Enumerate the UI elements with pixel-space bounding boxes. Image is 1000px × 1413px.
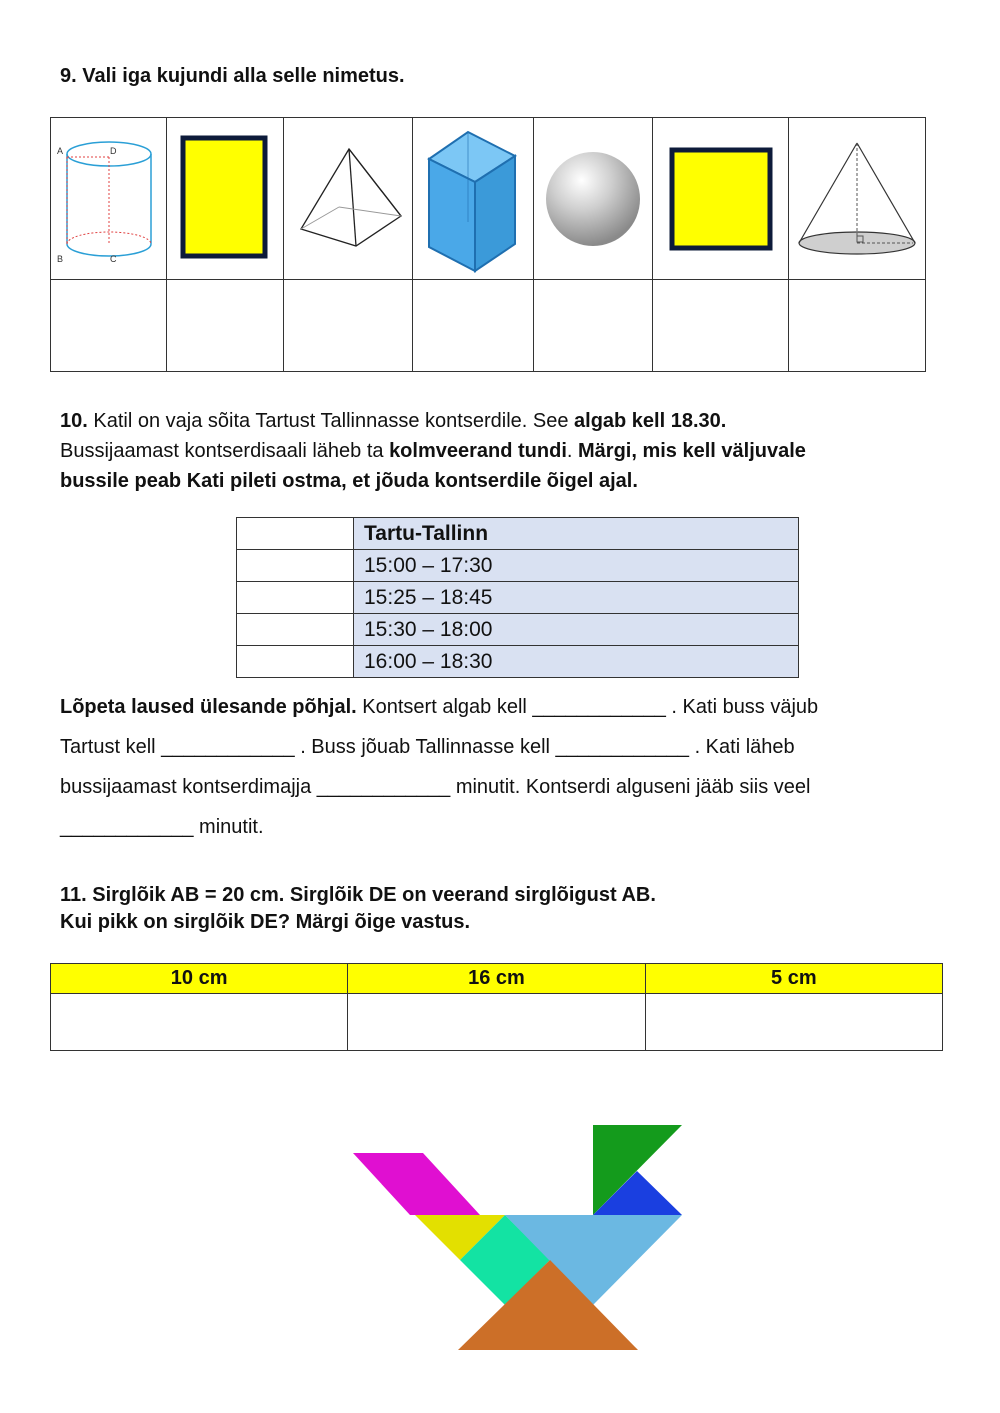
q10-text1: Katil on vaja sõita Tartust Tallinnasse kontserdile. See: [87, 410, 575, 432]
pyramid-icon: [291, 144, 406, 254]
cylinder-label-a: A: [56, 145, 63, 156]
tangram-parallelogram: [353, 1153, 480, 1215]
option-check-cell[interactable]: [348, 994, 645, 1051]
checkbox-cell[interactable]: [237, 550, 354, 582]
fill-line-2: [60, 727, 980, 767]
fill-line-3: [60, 767, 980, 807]
q11-line1: 11. Sirglõik AB = 20 cm. Sirglõik DE on veerand sirglõigust AB.: [60, 884, 656, 906]
rectangle-cell: [167, 118, 284, 280]
option-label: 5 cm: [645, 964, 942, 994]
answer-cell[interactable]: [51, 280, 167, 372]
blank-line[interactable]: ____________: [60, 816, 194, 838]
option-check-cell[interactable]: [645, 994, 942, 1051]
fill-line-4: [60, 807, 980, 847]
fill-text-2a: Tartust kell: [60, 736, 162, 758]
option-check-cell[interactable]: [51, 994, 348, 1051]
checkbox-cell[interactable]: [237, 582, 354, 614]
timetable-row: 16:00 – 18:30: [354, 646, 799, 678]
fill-text-1a: Kontsert algab kell: [356, 696, 533, 718]
blank-line[interactable]: ____________: [161, 736, 295, 758]
cylinder-label-c: C: [109, 253, 116, 264]
bus-timetable: [236, 517, 799, 678]
square-cell: [653, 118, 789, 280]
rectangle-icon: [180, 135, 270, 263]
fill-text-2c: . Kati läheb: [689, 736, 795, 758]
answer-cell[interactable]: [167, 280, 284, 372]
q11-answer-table: [50, 963, 943, 1051]
sphere-cell: [534, 118, 653, 280]
blank-line[interactable]: ____________: [555, 736, 690, 758]
option-label: 16 cm: [348, 964, 645, 994]
cylinder-label-d: D: [109, 145, 116, 156]
fill-text-3a: bussijaamast kontserdimajja: [60, 776, 317, 798]
timetable-header: Tartu-Tallinn: [354, 518, 799, 550]
fill-text: [60, 687, 980, 847]
q10-bold1: algab kell 18.30.: [574, 410, 727, 432]
cylinder-label-b: B: [56, 253, 63, 264]
option-label: 10 cm: [51, 964, 348, 994]
fill-text-3b: minutit. Kontserdi alguseni jääb siis veel: [450, 776, 811, 798]
answer-cell[interactable]: [284, 280, 413, 372]
timetable-row: 15:25 – 18:45: [354, 582, 799, 614]
checkbox-cell[interactable]: [237, 518, 354, 550]
fill-bold: Lõpeta laused ülesande põhjal.: [60, 696, 357, 718]
timetable-row: 15:30 – 18:00: [354, 614, 799, 646]
pyramid-cell: [284, 118, 413, 280]
fill-text-1b: . Kati buss väjub: [665, 696, 819, 718]
fill-text-4b: minutit.: [193, 816, 264, 838]
fill-text-2b: . Buss jõuab Tallinnasse kell: [294, 736, 556, 758]
answer-cell[interactable]: [789, 280, 926, 372]
cone-cell: [789, 118, 926, 280]
sphere-icon: [543, 149, 643, 249]
cylinder-cell: [51, 118, 167, 280]
prism-cell: [413, 118, 534, 280]
tangram-bird: [340, 1115, 690, 1360]
q10-bold4: bussile peab Kati pileti ostma, et jõuda kontserdile õigel ajal.: [60, 470, 638, 492]
blank-line[interactable]: ____________: [316, 776, 451, 798]
q10-bold3: Märgi, mis kell väljuvale: [578, 440, 806, 462]
q11-line2: Kui pikk on sirglõik DE? Märgi õige vastus.: [60, 911, 471, 933]
timetable-row: 15:00 – 17:30: [354, 550, 799, 582]
square-icon: [669, 147, 773, 251]
q10-number: 10.: [60, 410, 88, 432]
checkbox-cell[interactable]: [237, 614, 354, 646]
fill-line-1: [60, 687, 980, 727]
q10-text2: Bussijaamast kontserdisaali läheb ta: [60, 440, 390, 462]
checkbox-cell[interactable]: [237, 646, 354, 678]
q9-title: 9. Vali iga kujundi alla selle nimetus.: [60, 65, 405, 87]
cylinder-icon: [54, 124, 164, 274]
q11-title: [60, 882, 656, 936]
shapes-table: [50, 117, 926, 372]
q10-text3: .: [566, 440, 578, 462]
q10-text: [60, 406, 960, 496]
answer-cell[interactable]: [653, 280, 789, 372]
blank-line[interactable]: ____________: [532, 696, 666, 718]
q10-bold2: kolmveerand tundi: [389, 440, 567, 462]
answer-cell[interactable]: [534, 280, 653, 372]
cone-icon: [795, 139, 920, 259]
answer-cell[interactable]: [413, 280, 534, 372]
prism-icon: [423, 124, 523, 274]
